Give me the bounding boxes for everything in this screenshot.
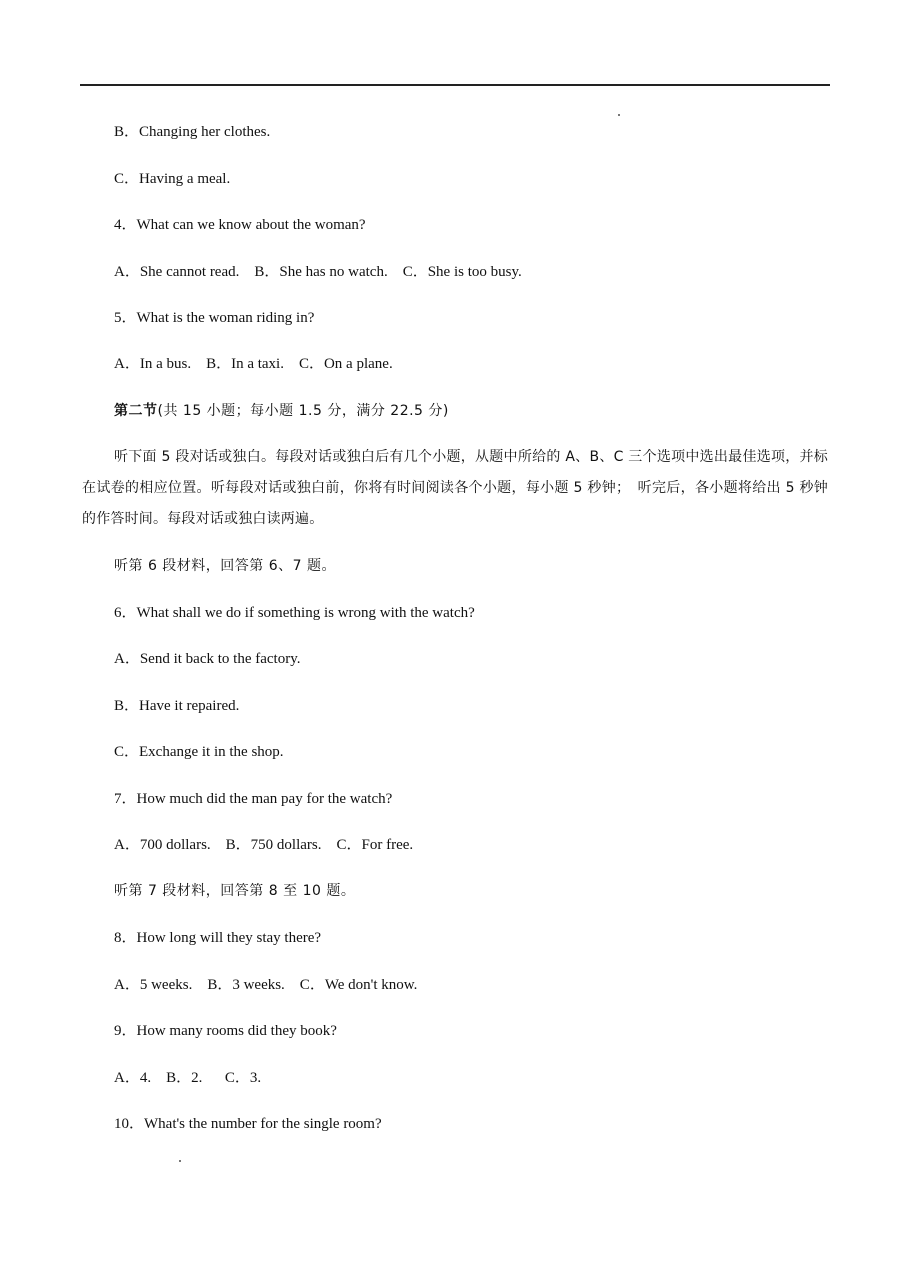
q8-options: A．5 weeks. B．3 weeks. C．We don't know. <box>114 977 418 993</box>
question-6: 6．What shall we do if something is wrong with the watch? <box>114 605 475 621</box>
material-7-intro: 听第 7 段材料，回答第 8 至 10 题。 <box>114 883 356 899</box>
section-2-heading <box>114 401 449 421</box>
question-4: 4．What can we know about the woman? <box>114 217 366 233</box>
question-8: 8．How long will they stay there? <box>114 930 322 946</box>
q3-option-b: B．Changing her clothes. <box>114 124 271 140</box>
speck-mark <box>618 114 620 116</box>
question-5: 5．What is the woman riding in? <box>114 310 315 326</box>
material-6-intro: 听第 6 段材料，回答第 6、7 题。 <box>114 558 337 574</box>
speck-mark-bottom <box>179 1160 181 1162</box>
q3-option-c: C．Having a meal. <box>114 171 231 187</box>
section-2-label: 第二节 <box>114 403 158 419</box>
question-7: 7．How much did the man pay for the watch? <box>114 791 393 807</box>
q6-option-c: C．Exchange it in the shop. <box>114 744 284 760</box>
section-2-instructions: 听下面 5 段对话或独白。每段对话或独白后有几个小题，从题中所给的 A、B、C 三个选项中选出最佳选项，并标在试卷的相应位置。听每段对话或独白前，你将有时间阅读各个小题，每小题 5 秒钟； 听完后，各小题将给出 5 秒钟的作答时间。每段对话或独白读两遍。 <box>82 449 828 527</box>
q6-option-b: B．Have it repaired. <box>114 698 240 714</box>
q7-options: A．700 dollars. B．750 dollars. C．For free. <box>114 837 414 853</box>
q6-option-a: A．Send it back to the factory. <box>114 651 301 667</box>
question-9: 9．How many rooms did they book? <box>114 1023 337 1039</box>
header-rule <box>80 84 830 86</box>
section-2-info: (共 15 小题；每小题 1.5 分，满分 22.5 分) <box>157 403 449 419</box>
question-10: 10．What's the number for the single room? <box>114 1116 382 1132</box>
q4-options: A．She cannot read. B．She has no watch. C．She is too busy. <box>114 264 522 280</box>
q5-options: A．In a bus. B．In a taxi. C．On a plane. <box>114 356 393 372</box>
q9-options: A．4. B．2. C．3. <box>114 1070 262 1086</box>
